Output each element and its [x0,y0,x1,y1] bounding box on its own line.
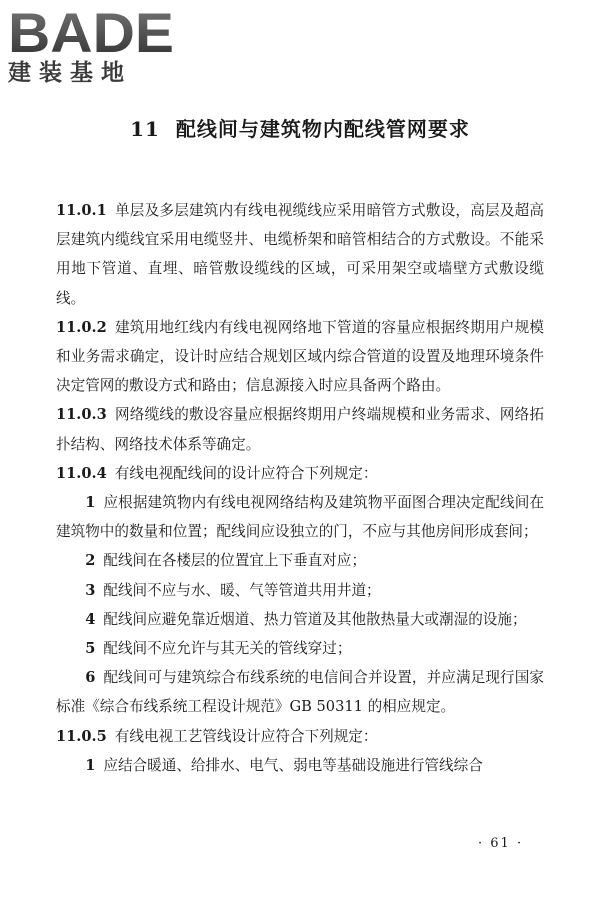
clause [56,313,544,401]
item-text: 配线间可与建筑综合布线系统的电信间合并设置，并应满足现行国家标准《综合布线系统工程设计规范》GB 50311 的相应规定。 [56,669,544,716]
clause-text: 有线电视配线间的设计应符合下列规定： [114,464,378,482]
clause-list [56,196,544,780]
page-number: · 61 · [478,836,524,851]
clause-text: 网络缆线的敷设容量应根据终期用户终端规模和业务需求、网络拓扑结构、网络技术体系等确定。 [56,406,544,453]
item-number: 3 [85,581,96,599]
clause-item [56,634,544,663]
item-text: 配线间应避免靠近烟道、热力管道及其他散热量大或潮湿的设施； [103,610,527,628]
clause [56,459,544,488]
item-text: 应结合暖通、给排水、电气、弱电等基础设施进行管线综合 [103,756,483,774]
item-number: 1 [85,494,96,512]
clause [56,196,544,313]
clause-item [56,605,544,634]
item-text: 应根据建筑物内有线电视网络结构及建筑物平面图合理决定配线间在建筑物中的数量和位置；配线间应设独立的门，不应与其他房间形成套间； [56,494,544,541]
clause-item [56,488,544,546]
item-text: 配线间不应允许与其无关的管线穿过； [103,640,352,658]
item-number: 4 [85,610,96,628]
chapter-heading [0,114,600,144]
clause [56,722,544,751]
clause-text: 单层及多层建筑内有线电视缆线应采用暗管方式敷设，高层及超高层建筑内缆线宜采用电缆竖井、电缆桥架和暗管相结合的方式敷设。不能采用地下管道、直埋、暗管敷设缆线的区域，可采用架空或墙壁方式敷设缆线。 [56,202,544,307]
clause-text: 建筑用地红线内有线电视网络地下管道的容量应根据终期用户规模和业务需求确定，设计时应结合规划区域内综合管道的设置及地理环境条件决定管网的敷设方式和路由；信息源接入时应具备两个路由。 [56,318,544,395]
item-number: 1 [85,756,96,774]
clause-text: 有线电视工艺管线设计应符合下列规定： [114,727,378,745]
item-text: 配线间不应与水、暖、气等管道共用井道； [103,581,381,599]
clause-item [56,663,544,721]
clause-number: 11.0.2 [56,318,107,336]
clause-number: 11.0.5 [56,727,107,745]
bade-logo [8,4,178,88]
chapter-title: 配线间与建筑物内配线管网要求 [175,117,470,141]
logo-subtitle: 建装基地 [8,60,132,86]
clause-item [56,751,544,780]
bade-logo-mark [8,4,174,58]
clause-number: 11.0.4 [56,464,107,482]
chapter-number: 11 [130,117,160,141]
item-number: 2 [85,552,96,570]
clause-number: 11.0.3 [56,406,107,424]
clause-item [56,576,544,605]
item-number: 6 [85,669,96,687]
clause-number: 11.0.1 [56,202,107,219]
item-text: 配线间在各楼层的位置宜上下垂直对应； [103,552,367,570]
clause [56,400,544,458]
logo-name: BADE [8,4,174,58]
item-number: 5 [85,640,96,658]
clause-item [56,546,544,575]
